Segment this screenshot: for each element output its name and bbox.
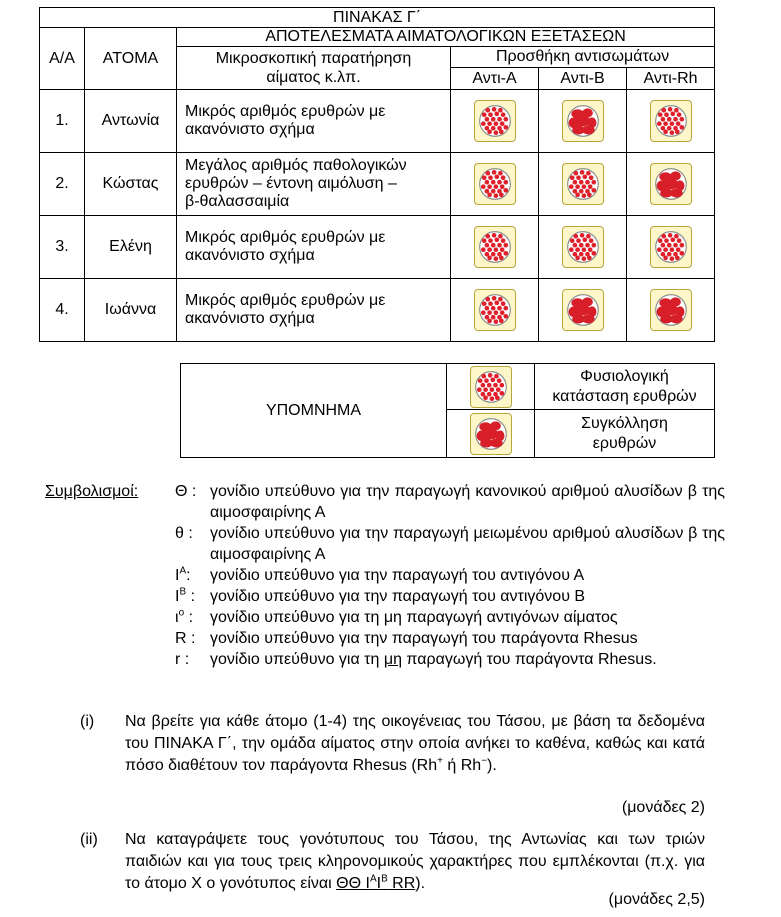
table-row (40, 279, 715, 342)
rh-close: ). (487, 757, 497, 774)
legend-table (180, 363, 715, 458)
question-1 (80, 711, 705, 777)
symbol-definition: γονίδιο υπεύθυνο για την παραγωγή του αντιγόνου Α (210, 567, 585, 584)
symbol-key: R : (175, 630, 196, 647)
result-anti-a (451, 279, 539, 342)
symbol-key-main: ι (175, 609, 179, 626)
row-person: Κώστας (85, 153, 177, 216)
result-anti-b (539, 90, 627, 153)
table-title: ΠΙΝΑΚΑΣ Γ΄ (40, 8, 715, 28)
dish-normal-icon (650, 226, 692, 268)
row-observation (177, 90, 451, 153)
dish-agglutination-icon (562, 100, 604, 142)
symbol-key: $I^B$ : (175, 586, 196, 605)
row-number: 2. (40, 153, 85, 216)
header-microscopic-line2: αίματος κ.λπ. (266, 69, 361, 86)
row-observation (177, 216, 451, 279)
legend-normal-line1: Φυσιολογική (580, 367, 669, 385)
symbol-row (45, 565, 725, 586)
rh-open: (Rh (411, 757, 438, 774)
symbol-key-sup: B (179, 586, 187, 598)
genotype-sup: B (381, 873, 388, 885)
symbols-section (45, 481, 725, 670)
symbol-definition (210, 649, 725, 670)
row-person: Ιωάννα (85, 279, 177, 342)
question-1-body: Να βρείτε για κάθε άτομο (1-4) της οικογένειας του Τάσου, με βάση τα δεδομένα του ΠΙΝΑΚΑ Γ΄, την ομάδα αίματος στην οποία ανήκει το καθένα, καθώς και κατά πόσο διαθέτουν τον παράγοντα Rhesus (125, 713, 705, 774)
result-anti-a (451, 90, 539, 153)
result-anti-rh (627, 90, 715, 153)
header-aa: Α/Α (40, 28, 85, 90)
genotype-sup: A (369, 873, 377, 885)
symbol-def-part: παραγωγή του παράγοντα Rhesus. (401, 651, 657, 668)
row-observation (177, 279, 451, 342)
symbol-row (45, 586, 725, 607)
table-row (40, 216, 715, 279)
header-anti-a: Αντι-Α (451, 68, 539, 90)
row-number: 1. (40, 90, 85, 153)
row-number: 3. (40, 216, 85, 279)
dish-normal-icon (474, 289, 516, 331)
genotype-part: ΘΘ I (336, 875, 370, 892)
header-microscopic (177, 47, 451, 90)
observation-line: Μικρός αριθμός ερυθρών με (185, 292, 386, 309)
header-anti-b: Αντι-Β (539, 68, 627, 90)
header-anti-rh: Αντι-Rh (627, 68, 715, 90)
legend-agglut-line2: ερυθρών (592, 434, 657, 452)
symbol-definition: γονίδιο υπεύθυνο για την παραγωγή κανονικού αριθμού αλυσίδων β της αιμοσφαιρίνης Α (210, 483, 725, 521)
symbol-definition: γονίδιο υπεύθυνο για τη μη παραγωγή αντιγόνων αίματος (210, 609, 618, 626)
symbol-key: $\iota^o$ : (175, 607, 194, 626)
dish-agglutination-icon (650, 163, 692, 205)
result-anti-a (451, 153, 539, 216)
question-2-marks: (μονάδες 2,5) (608, 891, 705, 908)
symbol-def-underlined: μη (383, 651, 402, 668)
legend-agglut-cell (447, 410, 535, 458)
dish-normal-icon (474, 100, 516, 142)
symbol-key-main: I (175, 588, 180, 605)
result-anti-rh (627, 279, 715, 342)
header-person: ΑΤΟΜΑ (85, 28, 177, 90)
question-1-text (125, 711, 705, 777)
symbol-def-part: γονίδιο υπεύθυνο για τη (210, 651, 384, 668)
question-2-body: Να καταγράψετε τους γονότυπους του Τάσου, της Αντωνίας και των τριών παιδιών και για τους τρεις κληρονομικούς χαρακτήρες που εμπλέκονται (π.χ. για το άτομο Χ ο γονότυπος είναι (125, 831, 705, 892)
question-2-number: (ii) (80, 831, 98, 848)
table-body (40, 90, 715, 342)
rh-plus: + (437, 755, 443, 767)
dish-normal-icon (650, 100, 692, 142)
question-2-end: ). (415, 875, 426, 892)
header-results: ΑΠΟΤΕΛΕΣΜΑΤΑ ΑΙΜΑΤΟΛΟΓΙΚΩΝ ΕΞΕΤΑΣΕΩΝ (177, 28, 715, 47)
symbol-definition: γονίδιο υπεύθυνο για την παραγωγή μειωμένου αριθμού αλυσίδων β της αιμοσφαιρίνης Α (210, 525, 725, 563)
result-anti-rh (627, 153, 715, 216)
question-1-number: (i) (80, 713, 95, 730)
symbol-key: Θ : (175, 483, 197, 500)
header-antibodies: Προσθήκη αντισωμάτων (451, 47, 715, 68)
observation-line: ακανόνιστο σχήμα (185, 310, 315, 327)
result-anti-b (539, 153, 627, 216)
genotype-example (336, 875, 415, 892)
symbol-key-sup: o (178, 607, 185, 619)
dish-normal-icon (562, 163, 604, 205)
rh-minus: − (481, 755, 488, 767)
dish-normal-icon (470, 366, 512, 408)
symbol-row (45, 523, 725, 565)
legend-title: ΥΠΟΜΝΗΜΑ (181, 364, 447, 458)
dish-normal-icon (562, 226, 604, 268)
observation-line: Μικρός αριθμός ερυθρών με (185, 103, 386, 120)
symbol-row (45, 649, 725, 670)
symbol-key: θ : (175, 525, 193, 542)
question-2 (80, 829, 705, 895)
genotype-part: RR (387, 875, 416, 892)
blood-test-table (39, 7, 715, 342)
row-person: Ελένη (85, 216, 177, 279)
row-person: Αντωνία (85, 90, 177, 153)
table-row (40, 90, 715, 153)
observation-line: Μεγάλος αριθμός παθολογικών (185, 157, 407, 174)
symbol-key: $I^A$: (175, 565, 191, 584)
observation-line: Μικρός αριθμός ερυθρών με (185, 229, 386, 246)
row-observation (177, 153, 451, 216)
dish-normal-icon (474, 226, 516, 268)
row-number: 4. (40, 279, 85, 342)
table-row (40, 153, 715, 216)
genotype-part: I (376, 875, 382, 892)
legend-agglut-line1: Συγκόλληση (581, 414, 668, 432)
dish-agglutination-icon (562, 289, 604, 331)
result-anti-b (539, 279, 627, 342)
question-2-text (125, 829, 705, 895)
question-1-marks: (μονάδες 2) (621, 799, 705, 816)
legend-agglut-label (535, 410, 715, 458)
legend-normal-line2: κατάσταση ερυθρών (552, 387, 697, 405)
symbol-row (45, 628, 725, 649)
dish-normal-icon (474, 163, 516, 205)
rh-mid: ή Rh (442, 757, 482, 774)
symbol-definition: γονίδιο υπεύθυνο για την παραγωγή του αντιγόνου Β (210, 588, 586, 605)
legend-normal-cell (447, 364, 535, 410)
observation-line: ακανόνιστο σχήμα (185, 247, 315, 264)
observation-line: ακανόνιστο σχήμα (185, 121, 315, 138)
observation-line: β-θαλασσαιμία (185, 193, 290, 210)
dish-agglutination-icon (470, 413, 512, 455)
symbol-row (45, 481, 725, 523)
header-microscopic-line1: Μικροσκοπική παρατήρηση (215, 50, 412, 67)
legend-normal-label (535, 364, 715, 410)
symbols-heading: Συμβολισμοί: (45, 483, 139, 500)
result-anti-a (451, 216, 539, 279)
symbol-key: r : (175, 651, 190, 668)
symbol-row (45, 607, 725, 628)
symbol-key-main: I (175, 567, 180, 584)
symbol-key-sup: A (179, 565, 187, 577)
observation-line: ερυθρών – έντονη αιμόλυση – (185, 175, 397, 192)
result-anti-rh (627, 216, 715, 279)
result-anti-b (539, 216, 627, 279)
symbol-definition: γονίδιο υπεύθυνο για την παραγωγή του παράγοντα Rhesus (210, 630, 638, 647)
dish-agglutination-icon (650, 289, 692, 331)
rh-option (411, 757, 497, 774)
